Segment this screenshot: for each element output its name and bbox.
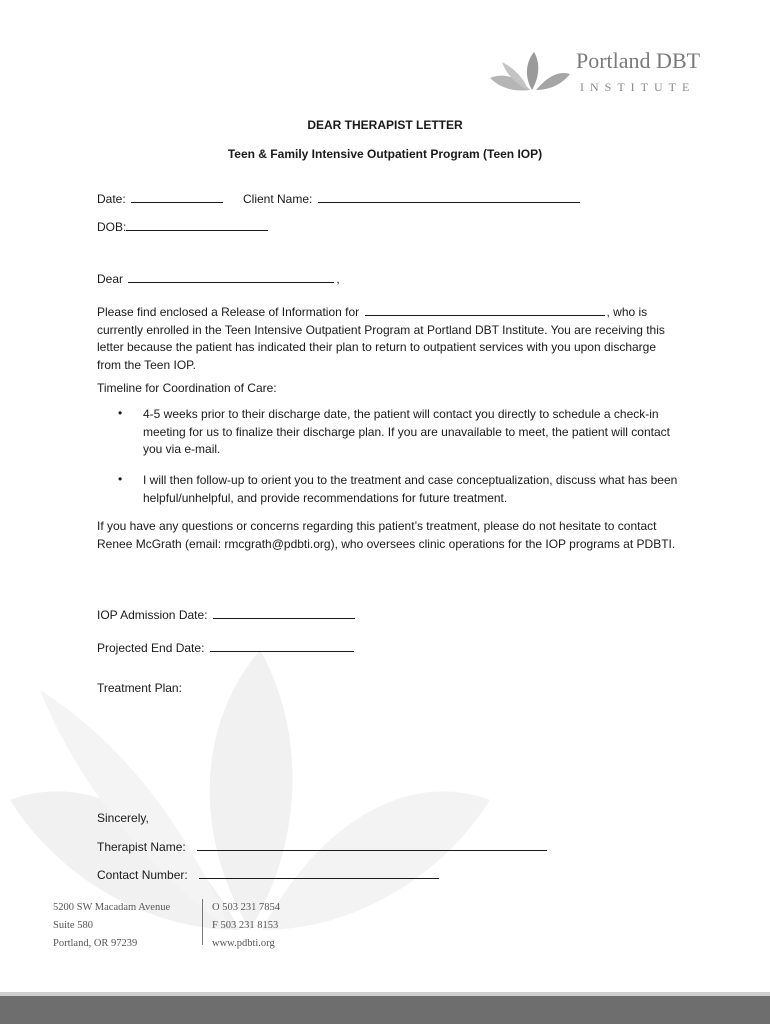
salutation-line	[97, 270, 340, 289]
address-line: 5200 SW Macadam Avenue	[53, 902, 171, 913]
letter-subtitle: Teen & Family Intensive Outpatient Program (Teen IOP)	[227, 147, 543, 161]
client-name-label: Client Name:	[243, 192, 313, 206]
end-date-label: Projected End Date:	[97, 641, 205, 655]
end-date-line	[97, 639, 356, 658]
dear-label: Dear	[97, 272, 124, 286]
phone-fax: F 503 231 8153	[212, 920, 279, 931]
footer-address	[53, 899, 170, 953]
address-line: Portland, OR 97239	[53, 938, 138, 949]
lotus-logo-icon	[488, 48, 572, 96]
footer-divider	[202, 899, 203, 945]
dob-label: DOB:	[97, 220, 127, 234]
website-link[interactable]: www.pdbti.org	[212, 938, 275, 949]
contact-number-label: Contact Number:	[97, 868, 188, 882]
letter-title: DEAR THERAPIST LETTER	[307, 118, 463, 132]
bullet-icon: •	[118, 406, 123, 420]
therapist-name-line	[97, 838, 549, 857]
address-line: Suite 580	[53, 920, 93, 931]
phone-office: O 503 231 7854	[212, 902, 280, 913]
questions-paragraph: If you have any questions or concerns regarding this patient’s treatment, please do not hesitate to contact Renee McGrath (email: rmcgrath@pdbti.org), who oversees clinic operations for the IOP programs at PDBTI.	[97, 519, 676, 551]
timeline-bullet-2: I will then follow-up to orient you to the treatment and case conceptualization, discuss what has been helpful/unhelpful, and provide recommendations for future treatment.	[143, 473, 678, 505]
end-date-blank[interactable]	[210, 639, 354, 652]
treatment-plan-label: Treatment Plan:	[97, 681, 182, 695]
contact-number-blank[interactable]	[199, 866, 439, 879]
admission-date-blank[interactable]	[213, 606, 355, 619]
logo-name: Portland DBT	[576, 48, 701, 73]
patient-name-blank[interactable]	[365, 303, 605, 316]
intro-text-a: Please find enclosed a Release of Information for	[97, 305, 360, 319]
date-blank[interactable]	[131, 190, 223, 203]
dear-blank[interactable]	[128, 270, 334, 283]
contact-number-line	[97, 866, 441, 885]
dear-comma: ,	[336, 272, 340, 286]
date-line	[97, 190, 225, 209]
admission-date-line	[97, 606, 357, 625]
sincerely-text: Sincerely,	[97, 811, 149, 825]
timeline-label: Timeline for Coordination of Care:	[97, 381, 277, 395]
dob-blank[interactable]	[126, 218, 268, 231]
footer-contact	[212, 899, 280, 953]
portland-dbt-logo	[488, 44, 728, 104]
intro-paragraph	[97, 303, 682, 374]
therapist-name-blank[interactable]	[197, 838, 547, 851]
client-name-blank[interactable]	[318, 190, 580, 203]
intro-text-b: , who is	[606, 305, 648, 319]
logo-subtitle: INSTITUTE	[580, 80, 696, 94]
dob-line	[97, 218, 270, 237]
admission-date-label: IOP Admission Date:	[97, 608, 208, 622]
intro-text-rest: currently enrolled in the Teen Intensive Outpatient Program at Portland DBT Institute. You are receiving this letter because the patient has indicated their plan to return to outpatient services with you upon discharge from the Teen IOP.	[97, 322, 665, 372]
date-label: Date:	[97, 192, 126, 206]
therapist-name-label: Therapist Name:	[97, 840, 186, 854]
viewer-bottom-bar	[0, 992, 770, 1024]
timeline-bullet-1: 4-5 weeks prior to their discharge date, the patient will contact you directly to schedule a check-in meeting for us to finalize their discharge plan. If you are unavailable to meet, the patient will contact you via e-mail.	[143, 407, 670, 456]
bullet-icon: •	[118, 472, 123, 486]
client-name-line	[243, 190, 582, 209]
